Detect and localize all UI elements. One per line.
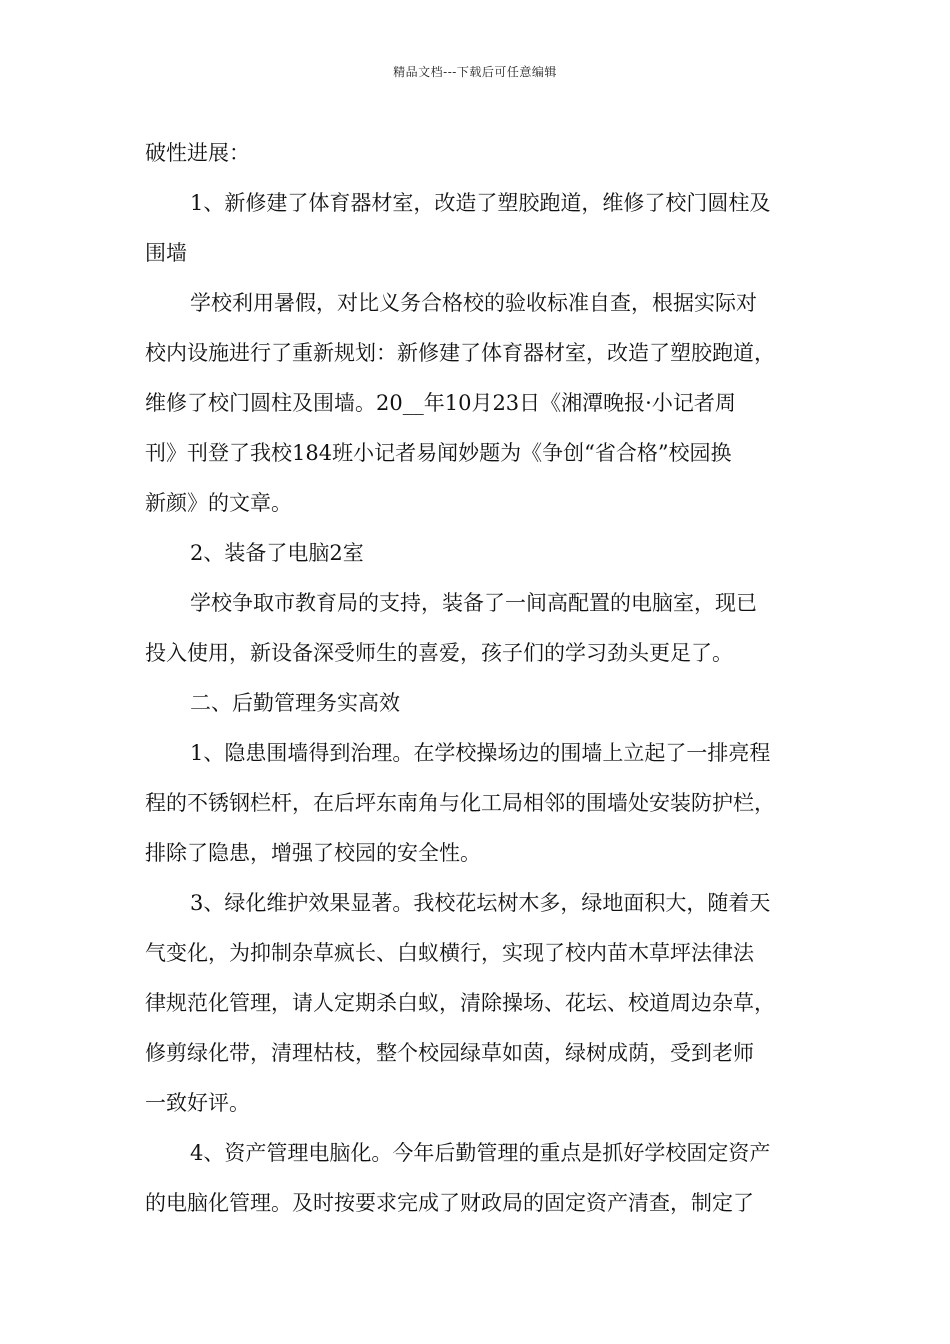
page-header: 精品文档---下载后可任意编辑 xyxy=(393,65,557,79)
text-line: 围墙 xyxy=(145,241,187,265)
text-line: 刊》刊登了我校184班小记者易闻妙题为《争创“省合格”校园换 xyxy=(145,441,732,465)
text-line: 校内设施进行了重新规划：新修建了体育器材室，改造了塑胶跑道， xyxy=(145,341,775,365)
text-line: 新颜》的文章。 xyxy=(145,491,292,515)
text-line: 3、绿化维护效果显著。我校花坛树木多，绿地面积大，随着天 xyxy=(190,891,771,915)
text-line: 二、后勤管理务实高效 xyxy=(190,691,400,715)
text-line: 一致好评。 xyxy=(145,1091,250,1115)
text-line: 1、新修建了体育器材室，改造了塑胶跑道，维修了校门圆柱及 xyxy=(190,191,771,215)
text-line: 排除了隐患，增强了校园的安全性。 xyxy=(145,841,481,865)
text-line: 律规范化管理，请人定期杀白蚁，清除操场、花坛、校道周边杂草， xyxy=(145,991,775,1015)
text-line: 程的不锈钢栏杆，在后坪东南角与化工局相邻的围墙处安装防护栏， xyxy=(145,791,775,815)
text-line: 2、装备了电脑2室 xyxy=(190,541,364,565)
text-line: 的电脑化管理。及时按要求完成了财政局的固定资产清查，制定了 xyxy=(145,1191,754,1215)
text-line: 学校争取市教育局的支持，装备了一间高配置的电脑室，现已 xyxy=(190,591,757,615)
text-line: 修剪绿化带，清理枯枝，整个校园绿草如茵，绿树成荫，受到老师 xyxy=(145,1041,754,1065)
text-line: 气变化，为抑制杂草疯长、白蚁横行，实现了校内苗木草坪法律法 xyxy=(145,941,754,965)
text-line: 学校利用暑假，对比义务合格校的验收标准自查，根据实际对 xyxy=(190,291,757,315)
text-line: 投入使用，新设备深受师生的喜爱，孩子们的学习劲头更足了。 xyxy=(145,641,733,665)
text-line: 维修了校门圆柱及围墙。20__年10月23日《湘潭晚报·小记者周 xyxy=(145,391,736,415)
document-body xyxy=(145,128,810,1228)
text-line: 1、隐患围墙得到治理。在学校操场边的围墙上立起了一排亮程 xyxy=(190,741,771,765)
text-line: 4、资产管理电脑化。今年后勤管理的重点是抓好学校固定资产 xyxy=(190,1141,771,1165)
text-line: 破性进展： xyxy=(145,141,250,165)
